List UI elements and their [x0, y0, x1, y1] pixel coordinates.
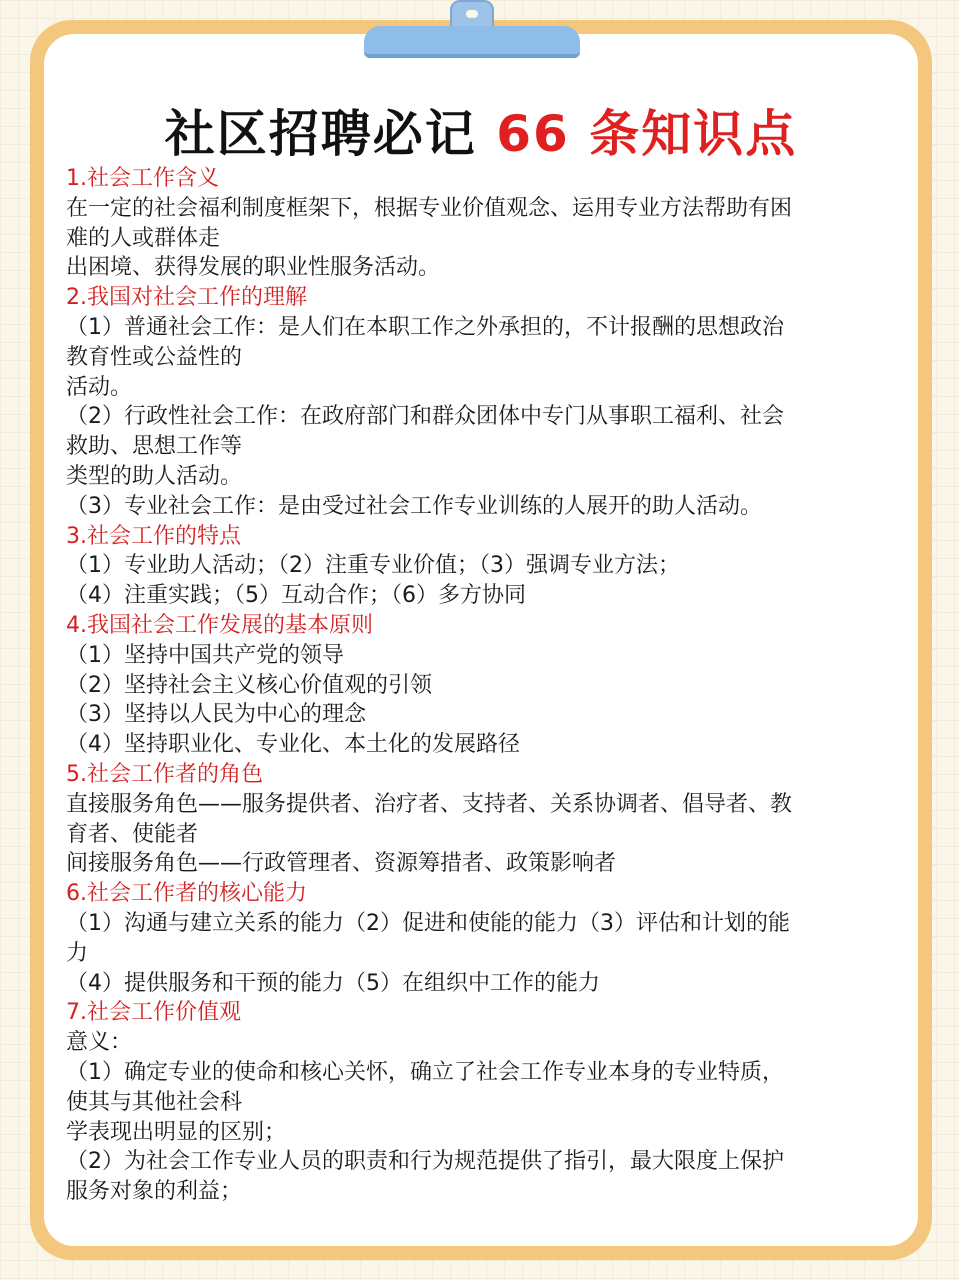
text-line: （3）专业社会工作：是由受过社会工作专业训练的人展开的助人活动。 — [66, 493, 762, 519]
text-line: 类型的助人活动。 — [66, 463, 243, 489]
text-line: 育者、使能者 — [66, 821, 199, 847]
title-main: 社区招聘必记 — [164, 105, 477, 163]
binder-clip-icon — [364, 0, 580, 58]
text-line: （4）注重实践；（5）互动合作；（6）多方协同 — [66, 583, 526, 609]
page-title — [44, 94, 918, 166]
knowledge-list — [66, 164, 896, 1207]
text-line: 救助、思想工作等 — [66, 434, 243, 460]
text-line: （1）沟通与建立关系的能力（2）促进和使能的能力（3）评估和计划的能 — [66, 910, 790, 936]
section-heading: 3.社会工作的特点 — [66, 523, 241, 549]
text-line: 使其与其他社会科 — [66, 1089, 243, 1115]
text-line: （4）提供服务和干预的能力（5）在组织中工作的能力 — [66, 970, 600, 996]
text-line: （2）行政性社会工作：在政府部门和群众团体中专门从事职工福利、社会 — [66, 404, 784, 430]
text-line: （3）坚持以人民为中心的理念 — [66, 702, 366, 728]
section-heading: 5.社会工作者的角色 — [66, 761, 263, 787]
text-line: 出困境、获得发展的职业性服务活动。 — [66, 255, 441, 281]
section-heading: 6.社会工作者的核心能力 — [66, 881, 307, 907]
text-line: （1）确定专业的使命和核心关怀，确立了社会工作专业本身的专业特质， — [66, 1059, 784, 1085]
text-line: 教育性或公益性的 — [66, 344, 243, 370]
title-highlight: 66 条知识点 — [496, 105, 798, 163]
section-heading: 2.我国对社会工作的理解 — [66, 285, 307, 311]
text-line: 直接服务角色——服务提供者、治疗者、支持者、关系协调者、倡导者、教 — [66, 791, 793, 817]
text-line: 力 — [66, 940, 89, 966]
text-line: （1）专业助人活动；（2）注重专业价值；（3）强调专业方法； — [66, 553, 680, 579]
note-paper — [44, 34, 918, 1246]
text-line: （4）坚持职业化、专业化、本土化的发展路径 — [66, 732, 520, 758]
section-heading: 4.我国社会工作发展的基本原则 — [66, 612, 373, 638]
text-line: 间接服务角色——行政管理者、资源筹措者、政策影响者 — [66, 851, 617, 877]
section-heading: 1.社会工作含义 — [66, 166, 219, 191]
text-line: （1）普通社会工作：是人们在本职工作之外承担的，不计报酬的思想政治 — [66, 314, 784, 340]
text-line: 活动。 — [66, 374, 133, 400]
text-line: 学表现出明显的区别； — [66, 1119, 287, 1145]
text-line: 难的人或群体走 — [66, 225, 221, 251]
text-line: 在一定的社会福利制度框架下，根据专业价值观念、运用专业方法帮助有困 — [66, 195, 793, 221]
clipboard-frame — [30, 20, 932, 1260]
text-line: （2）为社会工作专业人员的职责和行为规范提供了指引，最大限度上保护 — [66, 1149, 784, 1175]
text-line: 意义： — [66, 1030, 133, 1056]
section-heading: 7.社会工作价值观 — [66, 1000, 241, 1026]
text-line: 服务对象的利益； — [66, 1179, 243, 1205]
clip-body — [364, 26, 580, 58]
text-line: （1）坚持中国共产党的领导 — [66, 642, 344, 668]
text-line: （2）坚持社会主义核心价值观的引领 — [66, 672, 432, 698]
